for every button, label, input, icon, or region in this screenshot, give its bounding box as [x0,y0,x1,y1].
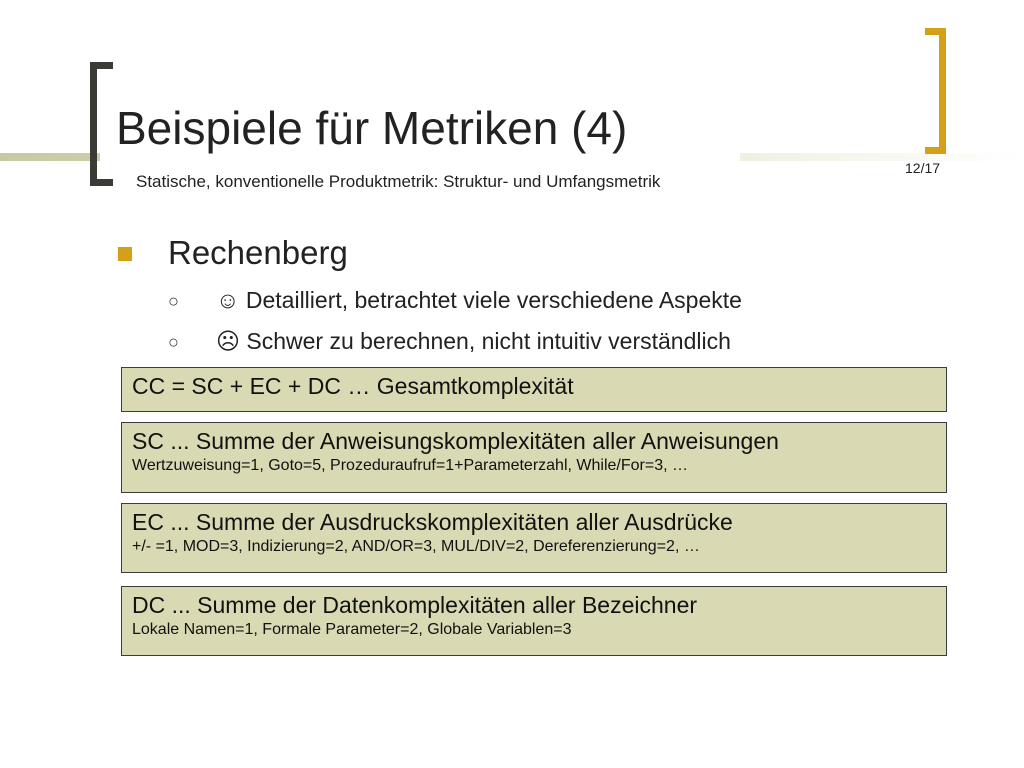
left-bracket-decoration [90,62,113,186]
sub-bullet-pro [216,285,742,315]
box-detail-text: Wertzuweisung=1, Goto=5, Prozeduraufruf=1+Parameterzahl, While/For=3, … [132,457,688,474]
formula-box-ec [121,503,947,573]
sub-bullet-pro-text: Detailliert, betrachtet viele verschiedene Aspekte [245,287,742,313]
box-main-text: EC ... Summe der Ausdruckskomplexitäten aller Ausdrücke [132,509,733,535]
circle-bullet-icon: ○ [168,332,179,352]
sub-bullet-con [216,326,731,356]
right-bracket-decoration [925,28,946,154]
square-bullet-icon [118,247,132,261]
page-number: 12/17 [905,160,941,176]
slide-title: Beispiele für Metriken (4) [116,102,628,154]
slide-subtitle: Statische, konventionelle Produktmetrik: Struktur- und Umfangsmetrik [136,172,661,191]
box-detail-text: Lokale Namen=1, Formale Parameter=2, Globale Variablen=3 [132,621,572,638]
smiley-icon: ☺ [216,287,240,313]
formula-box-cc [121,367,947,412]
box-main-text: CC = SC + EC + DC … Gesamtkomplexität [132,373,574,399]
sub-bullet-con-text: Schwer zu berechnen, nicht intuitiv verständlich [246,328,731,354]
frowny-icon: ☹ [216,328,240,354]
formula-box-sc [121,422,947,493]
box-main-text: SC ... Summe der Anweisungskomplexitäten aller Anweisungen [132,428,779,454]
circle-bullet-icon: ○ [168,291,179,311]
box-main-text: DC ... Summe der Datenkomplexitäten aller Bezeichner [132,592,698,618]
bullet-rechenberg: Rechenberg [168,234,348,271]
formula-box-dc [121,586,947,656]
box-detail-text: +/- =1, MOD=3, Indizierung=2, AND/OR=3, MUL/DIV=2, Dereferenzierung=2, … [132,538,700,555]
